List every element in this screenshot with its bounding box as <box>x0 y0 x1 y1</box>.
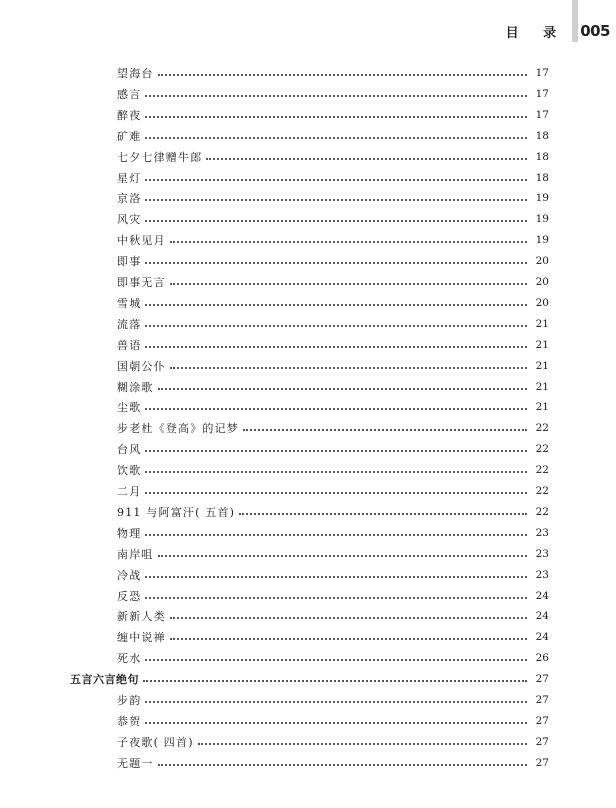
dot-leader <box>145 576 527 578</box>
dot-leader <box>145 346 527 348</box>
toc-entry-page: 22 <box>535 422 549 435</box>
toc-entry-title: 醉夜 <box>117 108 142 122</box>
dot-leader <box>145 722 527 724</box>
toc-entry-title: 反恐 <box>117 589 142 603</box>
toc-entry <box>117 732 549 752</box>
toc-entry-title: 台风 <box>117 443 142 457</box>
toc-entry-page: 27 <box>535 756 549 769</box>
dot-leader <box>145 262 527 264</box>
dot-leader <box>158 74 527 76</box>
toc-entry-page: 19 <box>535 234 549 247</box>
dot-leader <box>170 241 527 243</box>
toc-entry-page: 27 <box>535 673 549 686</box>
toc-entry <box>117 460 549 480</box>
dot-leader <box>145 95 527 97</box>
dot-leader <box>145 659 527 661</box>
toc-entry <box>117 230 549 250</box>
toc-entry-page: 19 <box>535 192 549 205</box>
dot-leader <box>145 304 527 306</box>
toc-entry-page: 22 <box>535 443 549 456</box>
toc-entry-title: 流落 <box>117 317 142 331</box>
toc-entry <box>117 523 549 543</box>
toc-entry-title: 京洛 <box>117 192 142 206</box>
dot-leader <box>243 429 527 431</box>
dot-leader <box>145 325 527 327</box>
header-page-number: 005 <box>580 22 610 40</box>
toc-entry <box>117 105 549 125</box>
toc-entry-title: 步老杜《登高》的记梦 <box>117 422 239 436</box>
dot-leader <box>145 471 527 473</box>
toc-entry-page: 27 <box>535 735 549 748</box>
toc-entry-title: 恭贺 <box>117 714 142 728</box>
toc-entry <box>117 586 549 606</box>
toc-entry-title: 饮歌 <box>117 464 142 478</box>
toc-entry-title: 死水 <box>117 652 142 666</box>
toc-entry <box>117 147 549 167</box>
toc-entry-page: 20 <box>535 296 549 309</box>
toc-entry <box>117 627 549 647</box>
toc-entry <box>117 251 549 271</box>
toc-entry-title: 兽语 <box>117 338 142 352</box>
toc-entry-title: 新新人类 <box>117 610 166 624</box>
toc-entry <box>117 293 549 313</box>
toc-entry-page: 21 <box>535 317 549 330</box>
toc-entry-page: 18 <box>535 129 549 142</box>
dot-leader <box>145 179 527 181</box>
dot-leader <box>239 513 527 515</box>
dot-leader <box>206 158 527 160</box>
toc-entry-page: 21 <box>535 401 549 414</box>
dot-leader <box>158 388 527 390</box>
toc-entry-title: 中秋见月 <box>117 234 166 248</box>
dot-leader <box>170 283 527 285</box>
toc-entry-page: 22 <box>535 464 549 477</box>
toc-entry <box>117 753 549 773</box>
dot-leader <box>145 597 527 599</box>
dot-leader <box>170 617 527 619</box>
dot-leader <box>170 638 527 640</box>
toc-entry-page: 24 <box>535 589 549 602</box>
toc-entry-page: 22 <box>535 485 549 497</box>
dot-leader <box>198 743 527 745</box>
toc-entry <box>117 314 549 334</box>
toc-entry-title: 缠中说禅 <box>117 631 166 645</box>
toc-entry <box>117 84 549 104</box>
toc-entry-title: 矿难 <box>117 129 142 143</box>
toc-entry-title: 冷战 <box>117 568 142 582</box>
toc-entry <box>117 168 549 188</box>
toc-entry-page: 21 <box>535 380 549 393</box>
toc-entry-page: 23 <box>535 526 549 539</box>
toc-entry <box>117 188 549 208</box>
toc-entry-title: 即事无言 <box>117 276 166 289</box>
toc-entry <box>117 439 549 459</box>
toc-entry <box>117 356 549 376</box>
toc-entry-title: 感言 <box>117 87 142 101</box>
toc-entry-page: 27 <box>535 694 549 706</box>
dot-leader <box>145 408 527 410</box>
toc-entry-title: 望海台 <box>117 67 154 80</box>
toc-entry-title: 物理 <box>117 526 142 540</box>
toc-entry <box>117 544 549 564</box>
dot-leader <box>145 492 527 494</box>
toc-entry-page: 17 <box>535 108 549 121</box>
toc-entry-title: 糊涂歌 <box>117 380 154 394</box>
toc-entry-page: 23 <box>535 568 549 581</box>
toc-entry-page: 19 <box>535 213 549 226</box>
toc-entry-page: 24 <box>535 610 549 623</box>
page-header <box>506 16 616 46</box>
toc-entry <box>117 335 549 355</box>
dot-leader <box>170 367 527 369</box>
toc-entry <box>117 481 549 501</box>
toc-entry-title: 911 与阿富汗( 五首) <box>117 505 236 519</box>
dot-leader <box>145 199 527 201</box>
toc-entry-title: 尘歌 <box>117 401 142 415</box>
toc-entry-title: 国朝公仆 <box>117 359 166 373</box>
toc-entry-title: 七夕七律赠牛郎 <box>117 150 203 164</box>
toc-section-entry <box>70 669 549 689</box>
toc-entry-page: 21 <box>535 338 549 351</box>
toc-entry <box>117 397 549 417</box>
toc-entry-title: 风灾 <box>117 213 142 227</box>
dot-leader <box>158 764 527 766</box>
toc-entry <box>117 606 549 626</box>
toc-entry-title: 五言六言绝句 <box>70 673 139 687</box>
toc-entry <box>117 272 549 292</box>
toc-entry <box>117 502 549 522</box>
toc-entry-title: 二月 <box>117 485 142 498</box>
dot-leader <box>145 534 527 536</box>
toc-entry <box>117 63 549 83</box>
toc-entry <box>117 418 549 438</box>
dot-leader <box>145 116 527 118</box>
toc-entry-title: 子夜歌( 四首) <box>117 735 194 749</box>
dot-leader <box>158 555 527 557</box>
toc-entry <box>117 711 549 731</box>
dot-leader <box>145 701 527 703</box>
toc-entry-title: 南岸咀 <box>117 547 154 561</box>
dot-leader <box>145 450 527 452</box>
toc-entry-page: 26 <box>535 652 549 665</box>
toc-entry-title: 无题一 <box>117 756 154 770</box>
dot-leader <box>145 137 527 139</box>
dot-leader <box>143 680 527 682</box>
header-title: 目 录 <box>505 25 567 41</box>
dot-leader <box>145 220 527 222</box>
toc-entry-title: 即事 <box>117 255 142 269</box>
toc-entry <box>117 377 549 397</box>
toc-entry-page: 22 <box>535 505 549 518</box>
toc-entry-page: 23 <box>535 547 549 560</box>
toc-entry-page: 18 <box>535 150 549 163</box>
toc-entry <box>117 648 549 668</box>
toc-entry-title: 步韵 <box>117 694 142 707</box>
header-tab-bar <box>572 0 578 42</box>
toc-entry-page: 20 <box>535 276 549 288</box>
toc-entry-page: 24 <box>535 631 549 644</box>
toc-entry-page: 27 <box>535 714 549 727</box>
toc-entry-page: 21 <box>535 359 549 372</box>
toc-entry-page: 18 <box>535 171 549 184</box>
toc-entry-page: 17 <box>535 87 549 100</box>
toc-entry <box>117 126 549 146</box>
toc-entry <box>117 690 549 710</box>
toc-entry <box>117 565 549 585</box>
toc-entry <box>117 209 549 229</box>
toc-entry-page: 17 <box>535 67 549 79</box>
toc-entry-page: 20 <box>535 255 549 268</box>
toc-entry-title: 星灯 <box>117 171 142 185</box>
toc-entry-title: 雪城 <box>117 296 142 310</box>
